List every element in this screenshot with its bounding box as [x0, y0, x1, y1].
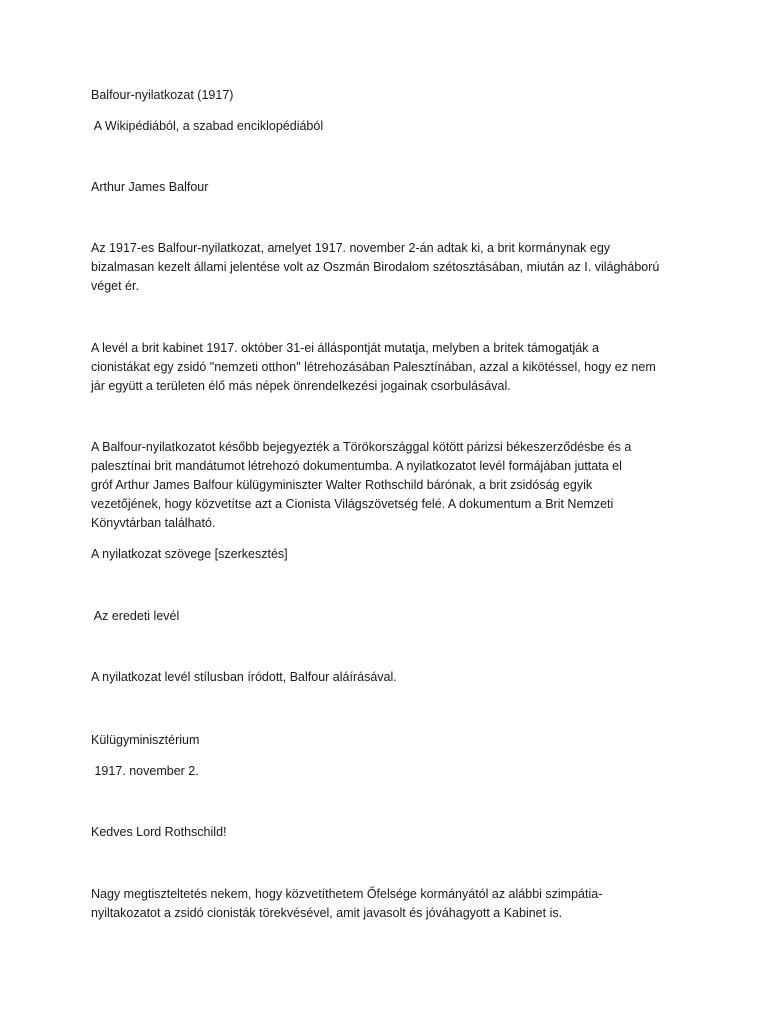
letter-style-note: A nyilatkozat levél stílusban íródott, Balfour aláírásával.	[91, 670, 397, 684]
paragraph-history	[91, 438, 681, 533]
text-line: véget ér.	[91, 279, 139, 293]
salutation-line: Kedves Lord Rothschild!	[91, 825, 227, 839]
paragraph-letter-body	[91, 885, 681, 923]
date-line: 1917. november 2.	[91, 764, 199, 778]
text-line: cionistákat egy zsidó "nemzeti otthon" létrehozásában Palesztínában, azzal a kikötéssel, hogy ez nem	[91, 360, 656, 374]
source-line: A Wikipédiából, a szabad enciklopédiából	[91, 119, 324, 133]
text-line: palesztínai brit mandátumot létrehozó dokumentumba. A nyilatkozatot levél formájában juttata el	[91, 459, 622, 473]
text-line: A levél a brit kabinet 1917. október 31-ei álláspontját mutatja, melyben a britek támogatják a	[91, 341, 599, 355]
text-line: Az 1917-es Balfour-nyilatkozat, amelyet 1917. november 2-án adtak ki, a brit kormánynak egy	[91, 241, 611, 255]
text-line: nyiltakozatot a zsidó cionisták törekvésével, amit javasolt és jóváhagyott a Kabinet is.	[91, 906, 563, 920]
text-line: vezetőjének, hogy közvetítse azt a Cionista Világszövetség felé. A dokumentum a Brit Nemzeti	[91, 497, 614, 511]
text-line: bizalmasan kezelt állami jelentése volt az Oszmán Birodalom szétosztásában, miután az I. világháború	[91, 260, 660, 274]
image-caption-person: Arthur James Balfour	[91, 180, 209, 194]
ministry-line: Külügyminisztérium	[91, 733, 200, 747]
paragraph-intro	[91, 239, 681, 296]
text-line: gróf Arthur James Balfour külügyminiszter Walter Rothschild bárónak, a brit zsidóság egyik	[91, 478, 593, 492]
text-line: Nagy megtiszteltetés nekem, hogy közvetíthetem Őfelsége kormányától az alábbi szimpátia-	[91, 887, 603, 901]
section-heading: A nyilatkozat szövege [szerkesztés]	[91, 547, 288, 561]
document-title: Balfour-nyilatkozat (1917)	[91, 88, 234, 102]
paragraph-cabinet	[91, 339, 681, 396]
original-letter-caption: Az eredeti levél	[91, 609, 180, 623]
text-line: A Balfour-nyilatkozatot később bejegyezték a Törökországgal kötött párizsi békeszerződésbe és a	[91, 440, 632, 454]
text-line: jár együtt a területen élő más népek önrendelkezési jogainak csorbulásával.	[91, 379, 511, 393]
text-line: Könyvtárban található.	[91, 516, 216, 530]
